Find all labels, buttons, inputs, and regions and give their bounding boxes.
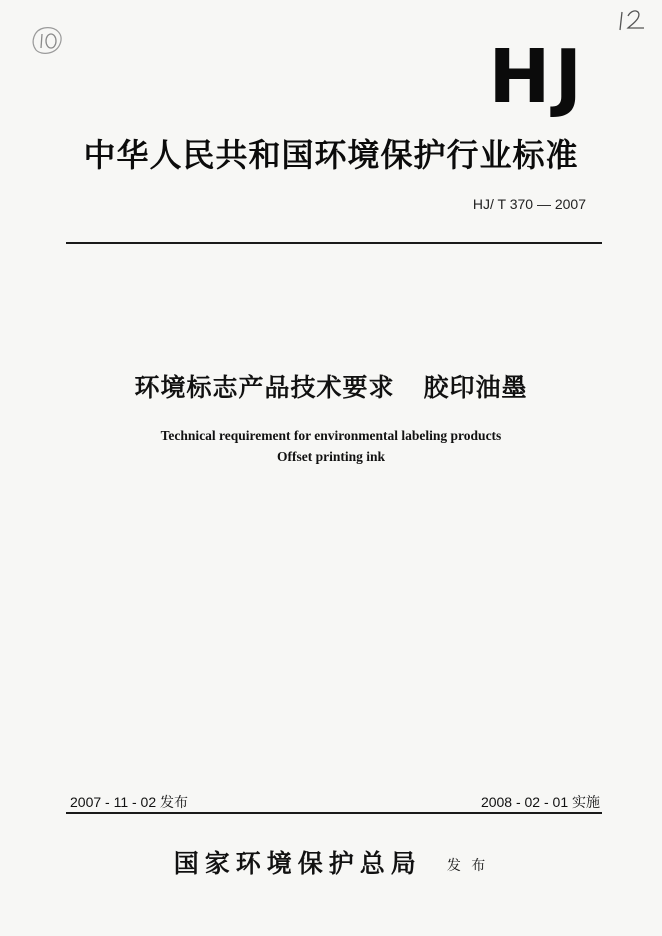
top-divider — [66, 242, 602, 244]
document-title-zh: 环境标志产品技术要求 胶印油墨 — [134, 373, 528, 402]
issuer-name: 国家环境保护总局 — [173, 849, 422, 878]
issuer-block — [0, 844, 662, 880]
standard-code: HJ/ T 370 — 2007 — [472, 196, 586, 212]
industry-standard-title: 中华人民共和国环境保护行业标准 — [83, 136, 579, 174]
hj-logo: HJ — [488, 34, 586, 120]
handwritten-mark-left — [28, 24, 66, 58]
bottom-divider — [66, 812, 602, 814]
issue-date: 2007 - 11 - 02 发布 — [70, 794, 189, 810]
document-title-en-line1: Technical requirement for environmental labeling products — [160, 428, 502, 443]
implementation-date: 2008 - 02 - 01 实施 — [480, 794, 600, 810]
document-title-en-line2: Offset printing ink — [276, 449, 385, 464]
issuer-action: 发 布 — [446, 858, 489, 874]
handwritten-mark-right — [616, 4, 652, 36]
